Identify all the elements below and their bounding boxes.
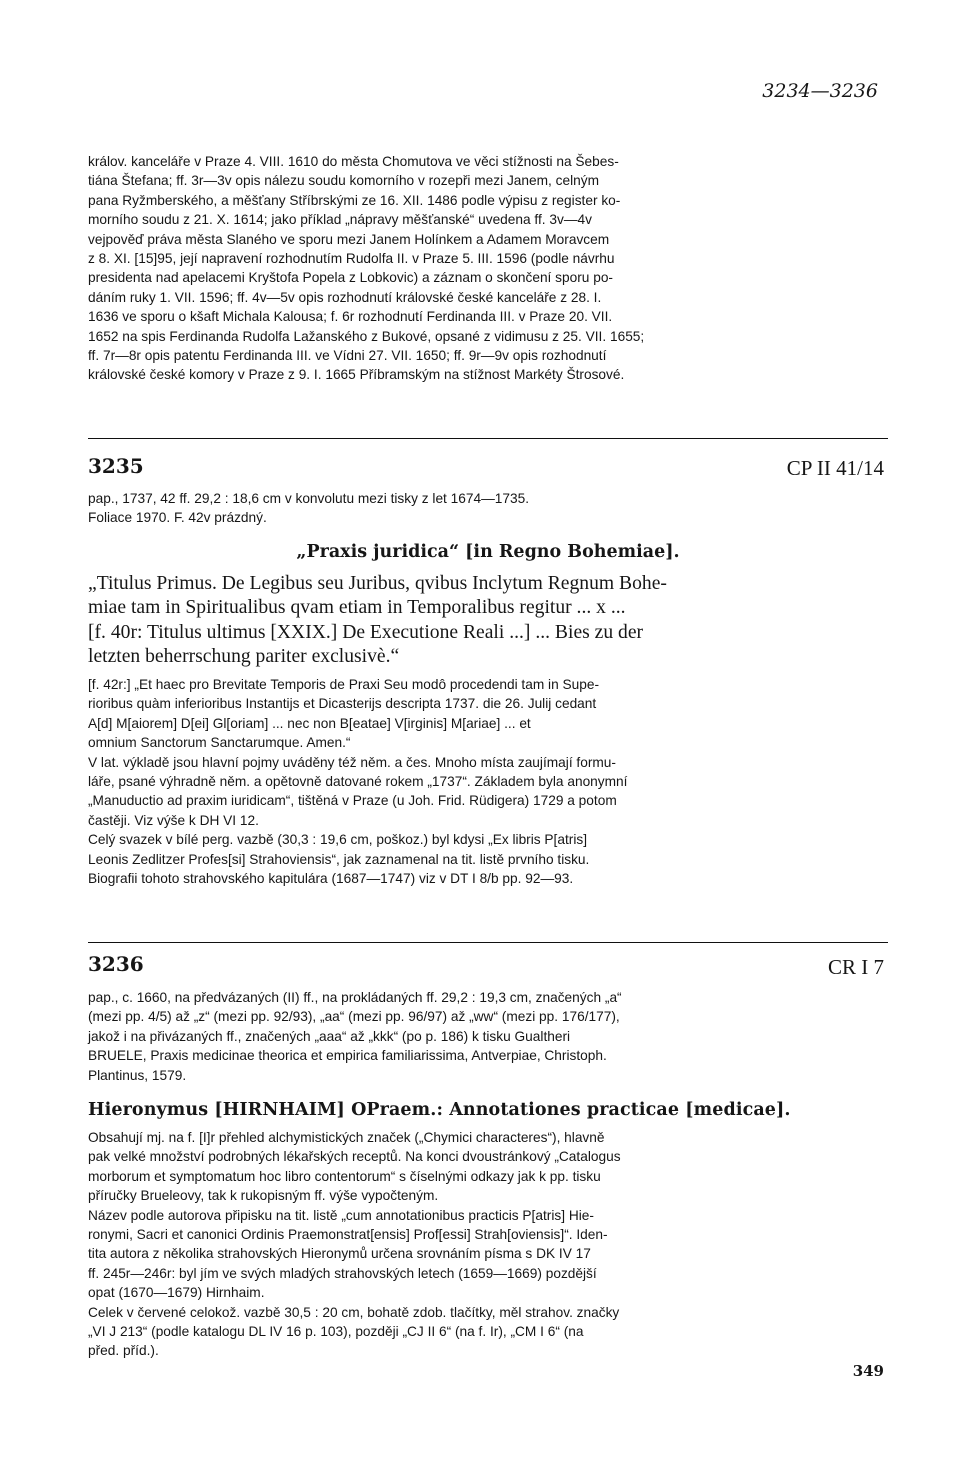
text-line: [f. 42r:] „Et haec pro Brevitate Temporis de Praxi Seu modô procedendi tam in Supe- bbox=[88, 677, 600, 692]
text-line: ff. 245r—246r: byl jím ve svých mladých strahovských letech (1659—1669) pozdější bbox=[88, 1265, 597, 1281]
entry-3235-incipit bbox=[88, 572, 888, 670]
shelf-signature: CR I 7 bbox=[827, 955, 884, 979]
text-line: častěji. Viz výše k DH VI 12. bbox=[88, 812, 259, 828]
entry-3234-continuation bbox=[88, 152, 888, 385]
text-line: pana Ryžmberského, a měšťany Stříbrskými ze 16. XII. 1486 podle výpisu z register ko- bbox=[88, 192, 621, 208]
text-line: miae tam in Spiritualibus qvam etiam in Temporalibus regitur ... x ... bbox=[88, 597, 626, 619]
text-line: opat (1670—1679) Hirnhaim. bbox=[88, 1285, 265, 1301]
text-line: rioribus quàm inferioribus Instantijs et Dicasterijs descripta 1737. die 26. Julij cedant bbox=[88, 696, 597, 712]
text-line: „VI J 213“ (podle katalogu DL IV 16 p. 103), později „CJ II 6“ (na f. Ir), „CM I 6“ (na bbox=[88, 1324, 584, 1340]
text-line: dáním ruky 1. VII. 1596; ff. 4v—5v opis rozhodnutí královské české kanceláře z 28. I. bbox=[88, 289, 602, 305]
text-line: Plantinus, 1579. bbox=[88, 1067, 187, 1083]
text-line: Obsahují mj. na f. [I]r přehled alchymistických značek („Chymici characteres“), hlavně bbox=[88, 1130, 605, 1145]
work-title: Hieronymus [HIRNHAIM] OPraem.: Annotationes practicae [medicae]. bbox=[88, 1100, 791, 1120]
text-line: Název podle autorova připisku na tit. listě „cum annotationibus practicis P[atris] Hie- bbox=[88, 1207, 594, 1223]
text-line: před. příd.). bbox=[88, 1343, 159, 1359]
section-rule bbox=[88, 438, 888, 439]
text-line: Foliace 1970. F. 42v prázdný. bbox=[88, 510, 267, 526]
text-line: z 8. XI. [15]95, její napravení rozhodnutím Rudolfa II. v Praze 5. III. 1596 (podle návrhu bbox=[88, 251, 615, 267]
page-number: 349 bbox=[852, 1362, 884, 1380]
text-line: ronymi, Sacri et canonici Ordinis Praemonstrat[ensis] Prof[essi] Strah[oviensis]“. Iden- bbox=[88, 1227, 608, 1243]
text-line: A[d] M[aiorem] D[ei] Gl[oriam] ... nec non B[eatae] V[irginis] M[ariae] ... et bbox=[88, 715, 531, 731]
entry-3236-physical bbox=[88, 988, 888, 1085]
entry-3235-explicit bbox=[88, 675, 888, 888]
text-line: morního soudu z 21. X. 1614; jako příklad „nápravy měšťanské“ uvedena ff. 3v—4v bbox=[88, 212, 592, 228]
running-head: 3234—3236 bbox=[762, 80, 878, 102]
text-line: pak velké množství podrobných lékařských receptů. Na konci dvoustránkový „Catalogus bbox=[88, 1149, 621, 1165]
text-line: 1652 na spis Ferdinanda Rudolfa Lažanského z Bukové, opsané z vidimusu z 25. VII. 1655; bbox=[88, 328, 645, 344]
entry-number: 3235 bbox=[88, 454, 144, 478]
text-line: 1636 ve sporu o kšaft Michala Kalousa; f. 6r rozhodnutí Ferdinanda III. v Praze 20. VII. bbox=[88, 309, 613, 325]
text-line: ff. 7r—8r opis patentu Ferdinanda III. ve Vídni 27. VII. 1650; ff. 9r—9v opis rozhodnutí bbox=[88, 348, 607, 364]
entry-number: 3236 bbox=[88, 952, 144, 976]
text-line: „Titulus Primus. De Legibus seu Juribus, qvibus Inclytum Regnum Bohe- bbox=[88, 573, 667, 594]
entry-3236-notes bbox=[88, 1128, 888, 1361]
text-line: králov. kanceláře v Praze 4. VIII. 1610 do města Chomutova ve věci stížnosti na Šebes- bbox=[88, 154, 619, 169]
work-title: „Praxis juridica“ [in Regno Bohemiae]. bbox=[296, 542, 680, 562]
text-line: (mezi pp. 4/5) až „z“ (mezi pp. 92/93), „aa“ (mezi pp. 96/97) až „ww“ (mezi pp. 176/177), bbox=[88, 1009, 620, 1025]
text-line: tita autora z několika strahovských Hieronymů určena srovnáním písma s DK IV 17 bbox=[88, 1246, 591, 1262]
text-line: tiána Štefana; ff. 3r—3v opis nálezu soudu komorního v rozepři mezi Janem, celným bbox=[88, 173, 600, 189]
text-line: láře, psané výhradně něm. a opětovně datované rokem „1737“. Základem byla anonymní bbox=[88, 774, 628, 790]
text-line: [f. 40r: Titulus ultimus [XXIX.] De Executione Reali ...] ... Bies zu der bbox=[88, 621, 644, 643]
text-line: Celý svazek v bílé perg. vazbě (30,3 : 19,6 cm, poškoz.) byl kdysi „Ex libris P[atris] bbox=[88, 832, 588, 848]
text-line: BRUELE, Praxis medicinae theorica et empirica familiarissima, Antverpiae, Christoph. bbox=[88, 1048, 607, 1064]
text-line: Celek v červené celokož. vazbě 30,5 : 20 cm, bohatě zdob. tlačítky, měl strahov. značky bbox=[88, 1304, 620, 1320]
text-line: presidenta nad apelacemi Kryštofa Popela z Lobkovic) a záznam o skončení sporu po- bbox=[88, 270, 613, 286]
shelf-signature: CP II 41/14 bbox=[786, 456, 884, 480]
text-line: pap., c. 1660, na předvázaných (II) ff., na prokládaných ff. 29,2 : 19,3 cm, značených „a“ bbox=[88, 990, 622, 1005]
text-line: Biografii tohoto strahovského kapitulára (1687—1747) viz v DT I 8/b pp. 92—93. bbox=[88, 871, 574, 887]
text-line: jakož i na přivázaných ff., značených „aaa“ až „kkk“ (po p. 186) k tisku Gualtheri bbox=[88, 1028, 571, 1044]
text-line: pap., 1737, 42 ff. 29,2 : 18,6 cm v konvolutu mezi tisky z let 1674—1735. bbox=[88, 491, 530, 506]
text-line: Leonis Zedlitzer Profes[si] Strahoviensis“, jak zaznamenal na tit. listě prvního tisku. bbox=[88, 851, 590, 867]
text-line: vejpověď práva města Slaného ve sporu mezi Janem Holínkem a Adamem Moravcem bbox=[88, 231, 610, 247]
section-rule bbox=[88, 942, 888, 943]
text-line: omnium Sanctorum Sanctarumque. Amen.“ bbox=[88, 735, 351, 751]
entry-3235-physical bbox=[88, 489, 888, 528]
text-line: letzten beherrschung pariter exclusivè.“ bbox=[88, 646, 400, 668]
text-line: „Manuductio ad praxim iuridicam“, tištěná v Praze (u Joh. Frid. Rüdigera) 1729 a potom bbox=[88, 793, 617, 809]
text-line: morborum et symptomatum hoc libro contentorum“ s číselnými odkazy jak k pp. tisku bbox=[88, 1168, 601, 1184]
text-line: V lat. výkladě jsou hlavní pojmy uváděny též něm. a čes. Mnoho místa zaujímají formu- bbox=[88, 754, 616, 770]
text-line: královské české komory v Praze z 9. I. 1665 Příbramským na stížnost Markéty Štrosové. bbox=[88, 367, 625, 383]
text-line: příručky Brueleovy, tak k rukopisným ff. výše vypočteným. bbox=[88, 1188, 439, 1204]
